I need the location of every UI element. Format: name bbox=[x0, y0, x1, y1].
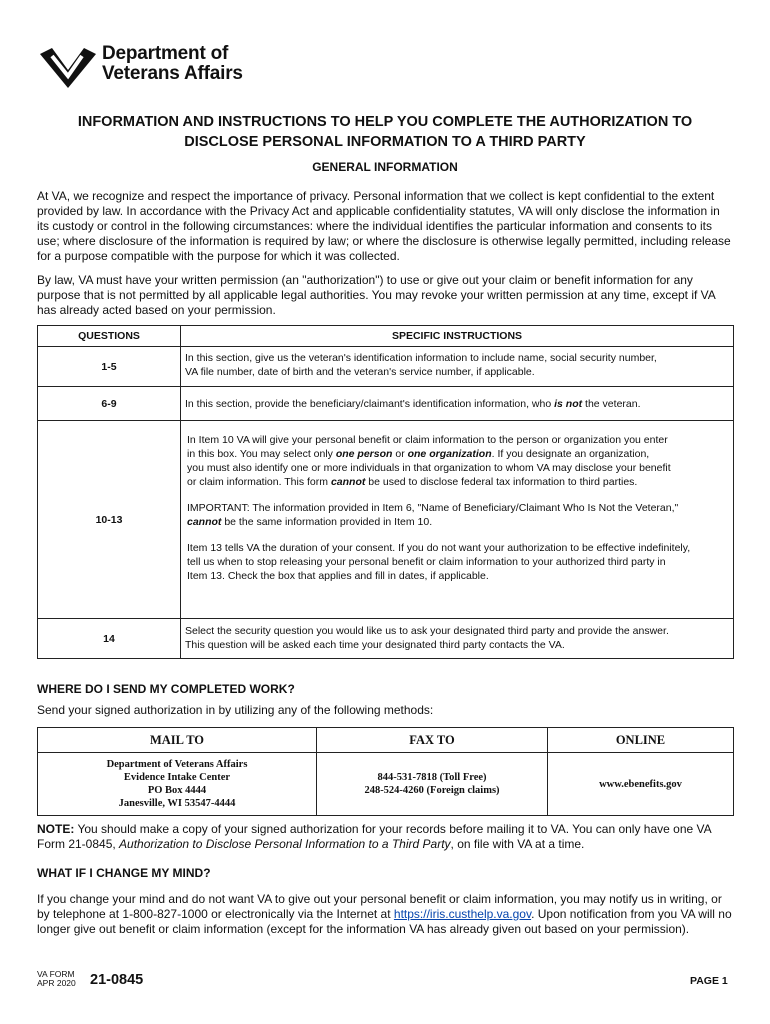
form-number: 21-0845 bbox=[90, 972, 144, 988]
emphasis-text: is not bbox=[554, 397, 583, 410]
instruction-line bbox=[187, 515, 733, 529]
va-logo bbox=[38, 44, 268, 90]
instruction-line: Item 13 tells VA the duration of your consent. If you do not want your authorization to be effective indefinitely, bbox=[187, 542, 691, 554]
form-label bbox=[37, 970, 76, 988]
instruction-line: tell us when to stop releasing your personal benefit or claim information to your authorized third party in bbox=[187, 556, 666, 568]
instruction-text: be the same information provided in Item 10. bbox=[221, 516, 433, 528]
instruction-line: Item 13. Check the box that applies and fill in dates, if applicable. bbox=[187, 570, 489, 582]
fax-number: 844-531-7818 (Toll Free) bbox=[377, 772, 487, 783]
question-range: 14 bbox=[38, 619, 181, 659]
instruction-line bbox=[187, 447, 733, 461]
question-range: 6-9 bbox=[38, 387, 181, 421]
general-information-heading: GENERAL INFORMATION bbox=[312, 160, 458, 174]
mail-address bbox=[38, 753, 317, 816]
mail-to-header: MAIL TO bbox=[38, 728, 317, 753]
fax-number: 248-524-4260 (Foreign claims) bbox=[364, 785, 500, 796]
instruction-line: you must also identify one or more individuals in that organization to whom VA may disclose your benefit bbox=[187, 462, 671, 474]
instruction-line: Select the security question you would like us to ask your designated third party and provide the answer. bbox=[185, 625, 669, 637]
instruction-cell bbox=[181, 347, 734, 387]
va-seal-icon bbox=[38, 44, 98, 90]
instruction-line: IMPORTANT: The information provided in Item 6, "Name of Beneficiary/Claimant Who Is Not the Veteran," bbox=[187, 502, 679, 514]
send-instructions: Send your signed authorization in by utilizing any of the following methods: bbox=[37, 703, 434, 717]
table-row bbox=[38, 347, 734, 387]
emphasis-text: one person bbox=[335, 448, 393, 460]
address-line: Janesville, WI 53547-4444 bbox=[118, 798, 236, 809]
instruction-line: VA file number, date of birth and the veteran's service number, if applicable. bbox=[185, 366, 535, 378]
instruction-text: In this section, provide the beneficiary/claimant's identification information, who bbox=[185, 397, 555, 410]
online-address: www.ebenefits.gov bbox=[548, 753, 734, 816]
instruction-cell bbox=[181, 421, 734, 619]
fax-numbers bbox=[317, 753, 548, 816]
question-range: 1-5 bbox=[38, 347, 181, 387]
note-text: You should make a copy of your signed authorization for your records before mailing it to VA. You can only have one VA Form 21-0845, bbox=[37, 822, 711, 851]
emphasis-text: one organization bbox=[407, 448, 492, 460]
paragraph-text: . Upon notification from you VA will no longer give out benefit or claim information (except for the information VA has already given out based on your permission). bbox=[37, 907, 732, 936]
privacy-paragraph: At VA, we recognize and respect the importance of privacy. Personal information that we collect is kept confidential to the extent provided by law. In accordance with the Privacy Act and applicable confidentiality statutes, VA will only disclose the information in its custody or control in the following circumstances: where the individual identifies the particular information and consents to its use; where disclosure of the information is required by law; or where the disclosure is otherwise legally permitted, including release for a purpose compatible with the purpose for which it was collected. bbox=[37, 189, 731, 263]
permission-paragraph: By law, VA must have your written permission (an "authorization") to use or give out your claim or benefit information for any purpose that is not permitted by all applicable legal authorities. You may revoke your written permission at any time, except if VA has already acted based on your permission. bbox=[37, 273, 716, 317]
address-line: PO Box 4444 bbox=[147, 785, 207, 796]
question-range: 10-13 bbox=[38, 421, 181, 619]
page-number: PAGE 1 bbox=[690, 975, 728, 987]
iris-link[interactable]: https://iris.custhelp.va.gov bbox=[393, 907, 532, 921]
instruction-line: In Item 10 VA will give your personal benefit or claim information to the person or organization you enter bbox=[187, 434, 668, 446]
instruction-cell bbox=[181, 619, 734, 659]
logo-line-2: Veterans Affairs bbox=[102, 63, 243, 84]
instruction-line: In this section, give us the veteran's identification information to include name, social security number, bbox=[185, 352, 657, 364]
fax-to-header: FAX TO bbox=[317, 728, 548, 753]
form-date: APR 2020 bbox=[37, 978, 76, 988]
send-methods-table bbox=[37, 727, 734, 816]
instruction-text: . If you designate an organization, bbox=[491, 448, 650, 460]
emphasis-text: cannot bbox=[330, 476, 366, 488]
instruction-line bbox=[187, 475, 733, 489]
note-text: , on file with VA at a time. bbox=[450, 837, 585, 851]
title-line-1: INFORMATION AND INSTRUCTIONS TO HELP YOU COMPLETE THE AUTHORIZATION TO bbox=[77, 114, 693, 130]
paragraph-text: If you change your mind and do not want VA to give out your personal benefit or claim information, you may notify us in writing, or by telephone at 1-800-827-1000 or electronically via the Internet at bbox=[37, 892, 722, 921]
instruction-cell bbox=[181, 387, 734, 421]
table-row bbox=[38, 421, 734, 619]
instruction-text: or claim information. This form bbox=[187, 476, 331, 488]
questions-header: QUESTIONS bbox=[38, 326, 181, 347]
form-label-text: VA FORM bbox=[37, 969, 75, 979]
table-row bbox=[38, 619, 734, 659]
title-line-2: DISCLOSE PERSONAL INFORMATION TO A THIRD PARTY bbox=[184, 134, 586, 150]
send-heading: WHERE DO I SEND MY COMPLETED WORK? bbox=[37, 682, 295, 696]
form-title-italic: Authorization to Disclose Personal Information to a Third Party bbox=[119, 837, 451, 851]
note-paragraph bbox=[37, 822, 737, 852]
instructions-header: SPECIFIC INSTRUCTIONS bbox=[181, 326, 734, 347]
note-label: NOTE: bbox=[37, 822, 75, 836]
questions-table bbox=[37, 325, 734, 659]
instruction-line: This question will be asked each time your designated third party contacts the VA. bbox=[185, 639, 565, 651]
instruction-text: in this box. You may select only bbox=[187, 448, 336, 460]
change-mind-paragraph bbox=[37, 892, 733, 937]
address-line: Evidence Intake Center bbox=[123, 772, 231, 783]
table-row bbox=[38, 387, 734, 421]
logo-line-1: Department of bbox=[102, 43, 229, 64]
page-title bbox=[40, 112, 730, 152]
instruction-text: be used to disclose federal tax information to third parties. bbox=[365, 476, 638, 488]
online-header: ONLINE bbox=[548, 728, 734, 753]
emphasis-text: cannot bbox=[187, 516, 222, 528]
instruction-text: or bbox=[392, 448, 408, 460]
address-line: Department of Veterans Affairs bbox=[106, 759, 248, 770]
change-mind-heading: WHAT IF I CHANGE MY MIND? bbox=[37, 866, 211, 880]
instruction-text: the veteran. bbox=[582, 397, 641, 410]
